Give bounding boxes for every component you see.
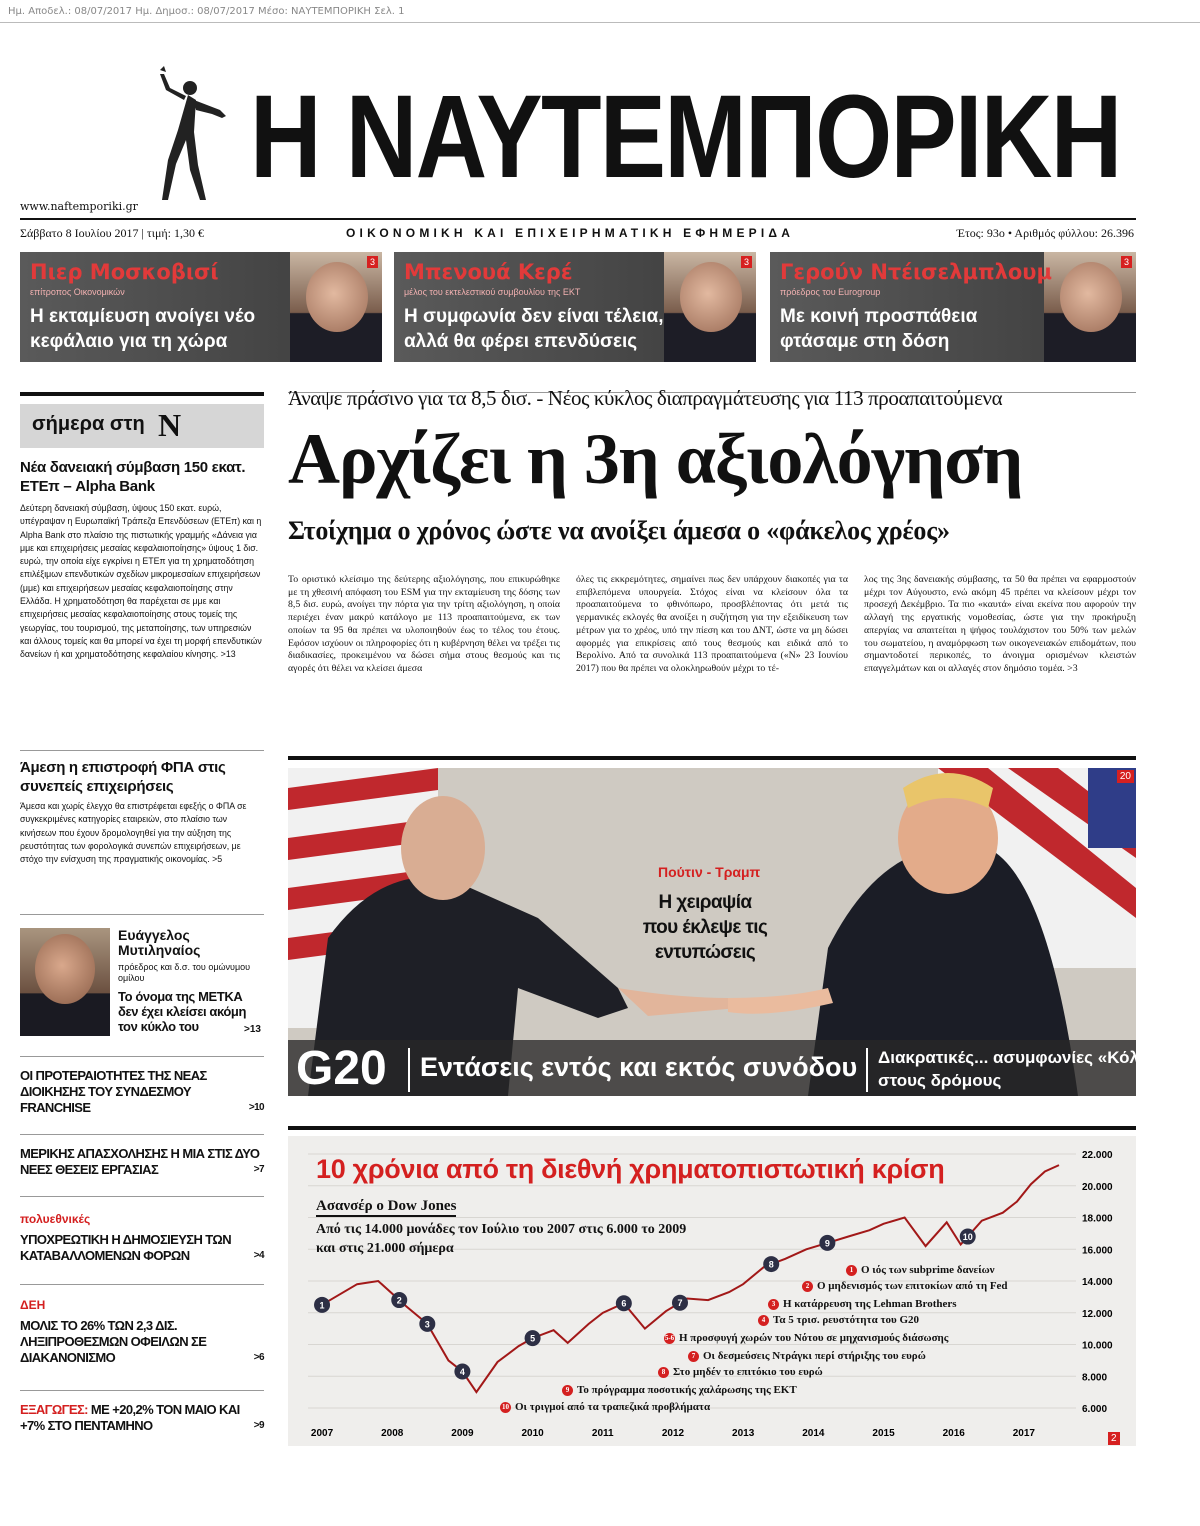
g20-title[interactable]: Εντάσεις εντός και εκτός συνόδου	[420, 1052, 858, 1082]
separator	[408, 1048, 410, 1092]
chart-marker	[454, 1363, 470, 1379]
chart-title: 10 χρόνια από τη διεθνή χρηματοπιστωτική κρίση	[316, 1154, 945, 1184]
sidebar-item-multinationals[interactable]	[20, 1232, 264, 1264]
separator	[866, 1048, 868, 1092]
promo-quote: Με κοινή προσπάθεια φτάσαμε στη δόση	[780, 306, 978, 352]
chart-rule	[288, 1126, 1136, 1130]
photo-caption: Η χειραψία που έκλεψε τις εντυπώσεις	[642, 892, 768, 963]
chart-marker	[314, 1297, 330, 1313]
chart-marker	[525, 1330, 541, 1346]
sidebar-item-exports[interactable]	[20, 1402, 264, 1434]
chart-marker	[419, 1316, 435, 1332]
legend-number: 4	[758, 1315, 769, 1326]
clipping-meta: Ημ. Αποδελ.: 08/07/2017 Ημ. Δημοσ.: 08/07/2017 Μέσο: ΝΑΥΤΕΜΠΟΡΙΚΗ Σελ. 1	[8, 6, 405, 17]
divider	[20, 1196, 264, 1197]
legend-item	[802, 1280, 1008, 1292]
sidebar-brand-letter: N	[158, 407, 182, 443]
x-tick-label: 2014	[802, 1428, 825, 1439]
item-page: >9	[253, 1420, 264, 1431]
page-badge: 2	[1108, 1432, 1120, 1445]
lead-headline[interactable]: Αρχίζει η 3η αξιολόγηση	[288, 419, 1023, 499]
x-tick-label: 2013	[732, 1428, 755, 1439]
y-tick-label: 20.000	[1082, 1181, 1113, 1193]
svg-text:2: 2	[396, 1295, 402, 1306]
divider	[20, 914, 264, 915]
sidebar-story2-title[interactable]: Άμεση η επιστροφή ΦΠΑ στις συνεπείς επιχειρήσεις	[20, 759, 226, 795]
y-tick-label: 16.000	[1082, 1245, 1113, 1257]
sidebar-item-employment[interactable]	[20, 1146, 264, 1178]
promo-quote: Η εκταμίευση ανοίγει νέο κεφάλαιο για τη χώρα	[30, 306, 256, 352]
lead-column-3: λος της 3ης δανειακής σύμβασης, τα 50 θα πρέπει να εφαρμοστούν μέχρι τον Αύγουστο, ενώ ακόμη 45 πρέπει να κλείσουν μέχρι τον προσεχή Δεκέμβριο. Τα πιο «καυτά» είναι εκείνα που αφορούν την αλλαγή της εργατικής νομοθεσίας, ώστε για την προκήρυξη απεργίας να απαιτείται η ψήφος τουλάχιστον του 50% των μελών του σωματείου, η αναμόρφωση των οικογενειακών επιδομάτων, που σημαντοδοτεί περικοπές, το άνοιγμα ορισμένων κλειστών επαγγελμάτων και οι αλλαγές στον δημόσιο τομέα. >3	[864, 574, 1136, 674]
promo-dijsselbloem[interactable]	[770, 252, 1136, 362]
lead-kicker: Άναψε πράσινο για τα 8,5 δισ. - Νέος κύκλος διαπραγμάτευσης για 113 προαπαιτούμενα	[288, 386, 1003, 410]
item-text: ΜΟΛΙΣ ΤΟ 26% ΤΩΝ 2,3 ΔΙΣ. ΛΗΞΙΠΡΟΘΕΣΜΩΝ ΟΦΕΙΛΩΝ ΣΕ ΔΙΑΚΑΝΟΝΙΣΜΟ	[20, 1318, 207, 1365]
sidebar-story1-title[interactable]: Νέα δανειακή σύμβαση 150 εκατ. ΕΤΕπ – Alpha Bank	[20, 459, 246, 495]
item-text: ΜΕ +20,2% ΤΟΝ ΜΑΙΟ ΚΑΙ +7% ΣΤΟ ΠΕΝΤΑΜΗΝΟ	[20, 1402, 240, 1433]
promo-name: Πιερ Μοσκοβισί	[30, 260, 219, 284]
y-tick-label: 14.000	[1082, 1277, 1113, 1288]
divider	[20, 750, 264, 751]
svg-text:8: 8	[768, 1259, 774, 1270]
y-tick-label: 6.000	[1082, 1404, 1108, 1415]
x-tick-label: 2008	[381, 1428, 404, 1439]
legend-number: 2	[802, 1281, 813, 1292]
promo-role: πρόεδρος του Eurogroup	[780, 287, 881, 297]
legend-number: 7	[688, 1351, 699, 1362]
chart-description: Από τις 14.000 μονάδες τον Ιούλιο του 2007 στις 6.000 το 2009 και στις 21.000 σήμερα	[316, 1222, 687, 1256]
masthead-title: Η ΝΑΥΤΕΜΠΟΡΙΚΗ	[250, 71, 1121, 203]
page-badge: 3	[367, 256, 378, 268]
item-page: >10	[248, 1102, 264, 1113]
y-tick-label: 18.000	[1082, 1213, 1113, 1225]
item-page: >6	[253, 1352, 264, 1363]
legend-number: 10	[502, 1402, 509, 1411]
legend-text: Ο μηδενισμός των επιτοκίων από τη Fed	[817, 1280, 1008, 1292]
g20-rule	[288, 756, 1136, 760]
legend-item	[688, 1350, 926, 1362]
chart-marker	[672, 1295, 688, 1311]
g20-tag: G20	[296, 1042, 387, 1095]
legend-text: Η προσφυγή χωρών του Νότου σε μηχανισμούς διάσωσης	[679, 1332, 949, 1344]
issue-number: Έτος: 93ο • Αριθμός φύλλου: 26.396	[956, 226, 1134, 240]
item-kicker: ΕΞΑΓΩΓΕΣ:	[20, 1402, 88, 1417]
legend-text: Στο μηδέν το επιτόκιο του ευρώ	[673, 1366, 823, 1378]
legend-item	[658, 1366, 823, 1378]
divider	[20, 1284, 264, 1285]
portrait-photo	[290, 252, 382, 362]
svg-text:5: 5	[530, 1333, 536, 1344]
page-badge: 3	[1121, 256, 1132, 268]
legend-item	[562, 1384, 797, 1396]
svg-text:6: 6	[621, 1298, 627, 1309]
page-badge: 3	[741, 256, 752, 268]
hermes-logo-icon	[150, 60, 240, 205]
lead-column-2: όλες τις εκκρεμότητες, σημαίνει πως δεν υπάρχουν διακοπές για τα επιβλεπόμενα υπουργεία. Στόχος είναι να κλείσουν όλα τα προαπαιτούμενα το φθινόπωρο, προσβλέποντας ότι μετά τις γερμανικές εκλογές θα ανοίξει η συζήτηση για την εξειδίκευση των μέτρων για το χρέος, υπό την πίεση και του ΔΝΤ, ώστε να μη δώσει αφορμές για επικρίσεις από τους θεσμούς και ειδικά από το Βερολίνο. Από τα συνολικά 113 προαπαιτούμενα («Ν» 23 Ιουνίου 2017) που θα πρέπει να ολοκληρωθούν μέχρι το τέ-	[576, 574, 848, 674]
legend-item	[846, 1264, 995, 1276]
svg-text:4: 4	[459, 1366, 465, 1377]
x-tick-label: 2010	[521, 1428, 544, 1439]
chart-marker	[763, 1256, 779, 1272]
page-badge: 20	[1117, 770, 1134, 783]
legend-item	[768, 1298, 957, 1310]
sidebar-brand-text: σήμερα στη	[32, 413, 145, 435]
item-kicker: πολυεθνικές	[20, 1212, 91, 1226]
sidebar-rule	[20, 392, 264, 396]
legend-item	[664, 1332, 948, 1344]
divider	[20, 1056, 264, 1057]
sidebar-item-franchise[interactable]	[20, 1068, 264, 1116]
interview-quote[interactable]: Το όνομα της ΜΕΤΚΑ δεν έχει κλείσει ακόμη τον κύκλο του	[118, 989, 247, 1034]
divider	[20, 1390, 264, 1391]
promo-quote: Η συμφωνία δεν είναι τέλεια, αλλά θα φέρει επενδύσεις	[404, 306, 664, 352]
portrait-photo	[1044, 252, 1136, 362]
x-tick-label: 2009	[451, 1428, 474, 1439]
svg-text:3: 3	[424, 1319, 430, 1330]
legend-number: 5-6	[664, 1333, 675, 1342]
y-tick-label: 8.000	[1082, 1372, 1108, 1384]
y-tick-label: 12.000	[1082, 1308, 1113, 1320]
top-divider	[0, 22, 1200, 23]
x-tick-label: 2015	[872, 1428, 895, 1439]
divider	[20, 1134, 264, 1135]
legend-text: Οι τριγμοί από τα τραπεζικά προβλήματα	[515, 1401, 711, 1413]
chart-marker	[391, 1292, 407, 1308]
legend-item	[500, 1401, 710, 1413]
x-tick-label: 2017	[1012, 1428, 1036, 1439]
photo-caption-kicker: Πούτιν - Τραμπ	[658, 864, 761, 880]
promo-role: μέλος του εκτελεστικού συμβουλίου της ΕΚΤ	[404, 287, 581, 297]
sidebar-story2-text: Άμεσα και χωρίς έλεγχο θα επιστρέφεται εφεξής ο ΦΠΑ σε συγκεκριμένες κατηγορίες εταιρειών, στο πλαίσιο των κινήσεων που έχουν δρομολογηθεί για την αύξηση της ρευστότητας των φορολογικά συνεπών επιχειρήσεων, με στόχο την ενίσχυση της πραγματικής οικονομίας. >5	[20, 801, 247, 865]
sidebar-item-dei[interactable]	[20, 1318, 264, 1366]
item-text: ΜΕΡΙΚΗΣ ΑΠΑΣΧΟΛΗΣΗΣ Η ΜΙΑ ΣΤΙΣ ΔΥΟ ΝΕΕΣ ΘΕΣΕΙΣ ΕΡΓΑΣΙΑΣ	[20, 1146, 260, 1177]
legend-item	[758, 1314, 919, 1326]
interview-page: >13	[244, 1024, 261, 1035]
x-tick-label: 2007	[310, 1428, 334, 1439]
promo-role: επίτροπος Οικονομικών	[30, 287, 125, 297]
legend-text: Το πρόγραμμα ποσοτικής χαλάρωσης της ΕΚΤ	[577, 1384, 797, 1396]
item-page: >4	[253, 1250, 264, 1261]
promo-name: Μπενουά Κερέ	[404, 260, 573, 284]
x-tick-label: 2012	[661, 1428, 685, 1439]
y-tick-label: 10.000	[1082, 1340, 1113, 1352]
y-tick-label: 22.000	[1082, 1150, 1113, 1161]
date-price: Σάββατο 8 Ιουλίου 2017 | τιμή: 1,30 €	[20, 226, 205, 240]
lead-subhead: Στοίχημα ο χρόνος ώστε να ανοίξει άμεσα ο «φάκελος χρέος»	[288, 516, 950, 545]
svg-text:10: 10	[962, 1232, 973, 1243]
interview-name: Ευάγγελος Μυτιληναίος	[118, 927, 201, 958]
sidebar-story1-text: Δεύτερη δανειακή σύμβαση, ύψους 150 εκατ. ευρώ, υπέγραψαν η Ευρωπαϊκή Τράπεζα Επενδύσεων (ΕΤΕπ) και η Alpha Bank στο πλαίσιο της πιστωτικής γραμμής «Δάνεια για μμε και επιχειρήσεις μεσαίας κεφαλαιοποίησης» ύψους 1 δισ. ευρώ, την οποία είχε εγκρίνει η ΕΤΕπ για τη χρηματοδότηση επιλέξιμων επενδυτικών σχεδίων μικρομεσαίων επιχειρήσεων (μμε) και επιχειρήσεων μεσαίας κεφαλαιοποίησης στην Ελλάδα. Η χρηματοδότηση θα παρέχεται σε μμε και επιχειρήσεις μεσαίας κεφαλαιοποίησης στους τομείς της γεωργίας, του τουρισμού, της μεταποίησης, των υπηρεσιών και άλλους τομείς και θα μπορεί να έχει τη μορφή επενδυτικών δανείων ή και χρηματοδότησης κεφαλαίου κίνησης. >13	[20, 503, 262, 660]
website-url[interactable]: www.naftemporiki.gr	[20, 200, 138, 213]
item-text: ΥΠΟΧΡΕΩΤΙΚΗ Η ΔΗΜΟΣΙΕΥΣΗ ΤΩΝ ΚΑΤΑΒΑΛΛΟΜΕΝΩΝ ΦΟΡΩΝ	[20, 1232, 232, 1263]
svg-text:1: 1	[319, 1300, 325, 1311]
chart-marker	[616, 1295, 632, 1311]
svg-text:7: 7	[677, 1298, 683, 1309]
x-tick-label: 2011	[591, 1428, 614, 1439]
masthead-rule	[20, 218, 1136, 220]
g20-side-headline[interactable]: Διακρατικές... ασυμφωνίες «Κόλαση» στους δρόμους	[878, 1048, 1181, 1090]
chart-marker	[819, 1235, 835, 1251]
legend-text: Η κατάρρευση της Lehman Brothers	[783, 1298, 957, 1310]
item-kicker: ΔΕΗ	[20, 1298, 46, 1312]
legend-number: 8	[658, 1367, 669, 1378]
interview-face	[35, 934, 95, 1004]
promo-name: Γερούν Ντέισελμπλουμ	[780, 260, 1052, 284]
legend-number: 3	[768, 1299, 779, 1310]
interview-role: πρόεδρος και δ.σ. του ομώνυμου ομίλου	[118, 962, 251, 983]
lead-column-1: Το οριστικό κλείσιμο της δεύτερης αξιολόγησης, που επικυρώθηκε με τη χθεσινή απόφαση του ESM για την εκταμίευση της δόσης των 8,5 δισ. ευρώ, ανοίγει την πόρτα για την τρίτη αξιολόγηση, η οποία περιέχει έναν μακρύ κατάλογο με 113 προαπαιτούμενα, εκ των οποίων τα 95 θα πρέπει να υλοποιηθούν έως το τέλος του έτους. Εφόσον ισχύουν οι πληροφορίες ότι η κυβέρνηση θέλει να τρέξει τις διαδικασίες, προκειμένου να δώσει σήμα στους θεσμούς και τις αγορές ότι θέλει να κλείσει άμεσα	[288, 574, 560, 674]
legend-number: 9	[562, 1385, 573, 1396]
tagline: ΟΙΚΟΝΟΜΙΚΗ ΚΑΙ ΕΠΙΧΕΙΡΗΜΑΤΙΚΗ ΕΦΗΜΕΡΙΔΑ	[346, 226, 795, 240]
promo-coeure[interactable]	[394, 252, 756, 362]
legend-text: Οι δεσμεύσεις Ντράγκι περί στήριξης του ευρώ	[703, 1350, 926, 1362]
chart-subtitle: Ασανσέρ ο Dow Jones	[316, 1198, 456, 1217]
chart-marker	[960, 1229, 976, 1245]
x-tick-label: 2016	[942, 1428, 965, 1439]
promo-moscovici[interactable]	[20, 252, 382, 362]
item-page: >7	[253, 1164, 264, 1175]
legend-text: Ο ιός των subprime δανείων	[861, 1264, 995, 1276]
legend-text: Τα 5 τρισ. ρευστότητα του G20	[773, 1314, 920, 1326]
legend-number: 1	[846, 1265, 857, 1276]
item-text: ΟΙ ΠΡΟΤΕΡΑΙΟΤΗΤΕΣ ΤΗΣ ΝΕΑΣ ΔΙΟΙΚΗΣΗΣ ΤΟΥ ΣΥΝΔΕΣΜΟΥ FRANCHISE	[20, 1068, 207, 1115]
svg-text:9: 9	[824, 1238, 830, 1249]
